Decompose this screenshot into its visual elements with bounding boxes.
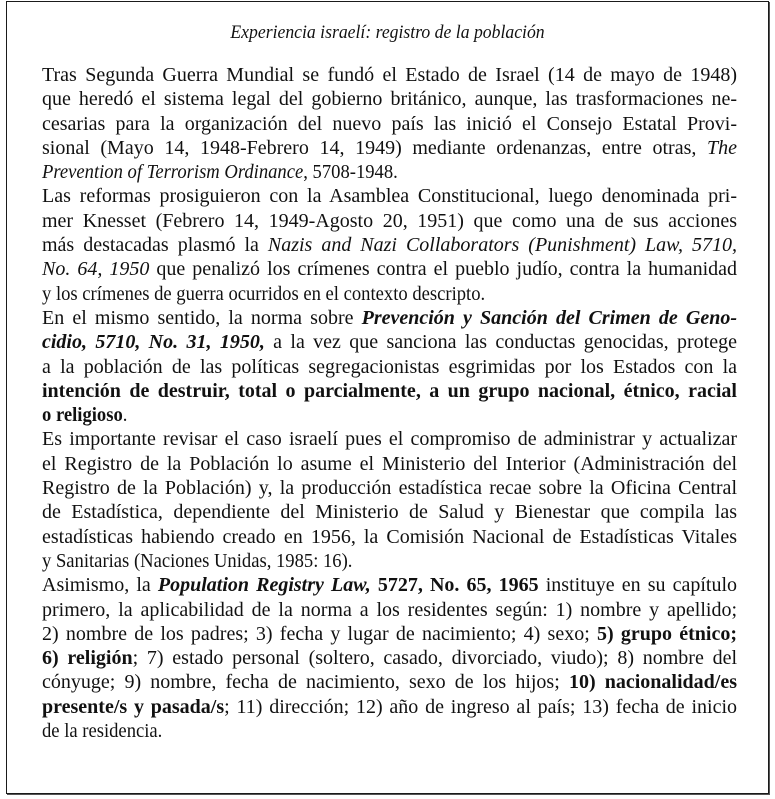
text-run: de la residencia.: [42, 720, 163, 743]
text-run: primero, la aplicabilidad de la norma a los residentes según: 1) nombre y apellido;: [42, 598, 737, 621]
text-run: Tras Segunda Guerra Mundial se fundó el Estado de Israel (14 de mayo de 1948): [42, 64, 737, 86]
text-line: [42, 306, 737, 330]
text-line-content: [42, 476, 737, 500]
text-line: [42, 646, 737, 670]
text-line: [42, 622, 737, 646]
text-line-content: [42, 695, 737, 719]
italic-text: Nazis and Nazi Collaborators (Punishment) Law, 5710,: [267, 234, 738, 257]
text-run: el Registro de la Población lo asume el Ministerio del Interior (Administración del: [42, 452, 737, 475]
text-run: sional (Mayo 14, 1948-Febrero 14, 1949) mediante ordenanzas, entre otras,: [42, 136, 707, 159]
text-line: [42, 184, 737, 208]
text-line: [42, 330, 737, 354]
bold-text: Population Registry Law,: [157, 574, 371, 597]
italic-text: The: [707, 136, 737, 159]
text-run: mer Knesset (Febrero 14, 1949-Agosto 20, 1951) que como una de sus acciones: [42, 209, 737, 232]
text-run: .: [122, 404, 128, 427]
text-line-content: [42, 427, 737, 451]
text-line: [42, 112, 737, 136]
italic-text: No. 64, 1950: [42, 258, 150, 281]
text-line: [42, 282, 737, 306]
text-line-content: [42, 233, 737, 257]
text-line-content: [42, 598, 737, 622]
text-line-content: [42, 257, 737, 281]
text-line: [42, 160, 737, 184]
text-line-content: [42, 330, 737, 354]
text-line-content: [42, 646, 737, 670]
italic-text: Prevention of Terrorism Ordinance: [42, 161, 304, 184]
text-line-content: [42, 500, 737, 524]
text-line-content: [42, 63, 737, 87]
text-line: [42, 452, 737, 476]
text-run: Asimismo, la: [42, 574, 158, 597]
text-line-content: [42, 379, 737, 403]
text-line-content: [42, 136, 737, 160]
text-line-content: [42, 622, 737, 646]
text-line: [42, 500, 737, 524]
bold-text: cidio, 5710, No. 31, 1950,: [42, 331, 265, 354]
text-run: ; 7) estado personal (soltero, casado, divorciado, viudo); 8) nombre del: [132, 647, 737, 670]
text-line-content: [42, 670, 737, 694]
text-line-content: [42, 184, 737, 208]
text-run: instituye en su capítulo: [538, 574, 737, 597]
text-run: , 5708-1948.: [303, 161, 398, 184]
text-run: estadísticas habiendo creado en 1956, la Comisión Nacional de Estadísticas Vitales: [42, 525, 737, 548]
text-run: Es importante revisar el caso israelí pues el compromiso de administrar y actualizar: [42, 428, 737, 451]
text-line: [42, 476, 737, 500]
text-run: a la población de las políticas segregacionistas esgrimidas por los Estados con la: [42, 355, 737, 378]
text-line-content: [42, 209, 737, 233]
text-line-content: [42, 573, 737, 597]
bold-text: 5727, No. 65, 1965: [370, 574, 539, 597]
text-line-content: [42, 719, 162, 743]
bold-text: 5) grupo étnico;: [596, 622, 737, 645]
text-line: [42, 525, 737, 549]
text-run: ; 11) dirección; 12) año de ingreso al país; 13) fecha de inicio: [224, 695, 737, 718]
text-line-content: [42, 160, 398, 184]
text-run: de Estadística, dependiente del Ministerio de Salud y Bienestar que compila las: [42, 501, 737, 524]
text-line: [42, 257, 737, 281]
text-line: [42, 379, 737, 403]
text-line: [42, 63, 737, 87]
text-line-content: [42, 87, 737, 111]
text-line: [42, 573, 737, 597]
text-line-content: [42, 306, 737, 330]
text-run: más destacadas plasmó la: [42, 234, 268, 257]
bold-text: presente/s y pasada/s: [42, 695, 225, 718]
bold-text: intención de destruir, total o parcialmente, a un grupo nacional, étnico, racial: [42, 379, 737, 402]
text-line-content: [42, 452, 737, 476]
document-title: Experiencia israelí: registro de la población: [230, 22, 545, 43]
text-run: 2) nombre de los padres; 3) fecha y lugar de nacimiento; 4) sexo;: [42, 622, 597, 645]
text-line-content: [42, 549, 352, 573]
text-line: [42, 427, 737, 451]
text-run: a la vez que sanciona las conductas genocidas, protege: [264, 331, 737, 354]
text-line: [42, 549, 737, 573]
bold-text: 6) religión: [42, 647, 133, 670]
text-line-content: [42, 282, 485, 306]
bold-text: 10) nacionalidad/es: [568, 671, 738, 694]
text-line: [42, 598, 737, 622]
text-line-content: [42, 525, 737, 549]
text-run: cónyuge; 9) nombre, fecha de nacimiento, sexo de los hijos;: [42, 671, 569, 694]
text-line: [42, 403, 737, 427]
text-run: que penalizó los crímenes contra el pueblo judío, contra la humanidad: [149, 258, 737, 281]
text-line: [42, 209, 737, 233]
text-run: que heredó el sistema legal del gobierno británico, aunque, las trasformaciones ne-: [42, 88, 737, 111]
text-line-content: [42, 355, 737, 379]
text-run: Las reformas prosiguieron con la Asamblea Constitucional, luego denominada pri-: [42, 185, 737, 208]
text-line: [42, 695, 737, 719]
text-line-content: [42, 403, 127, 427]
text-run: En el mismo sentido, la norma sobre: [42, 306, 362, 329]
text-line: [42, 136, 737, 160]
text-line: [42, 87, 737, 111]
text-run: Registro de la Población) y, la producción estadística recae sobre la Oficina Central: [42, 477, 737, 500]
text-run: cesarias para la organización del nuevo país las inició el Consejo Estatal Provi-: [42, 112, 737, 135]
text-line-content: [42, 112, 737, 136]
bold-text: o religioso: [42, 404, 123, 427]
bold-text: Prevención y Sanción del Crimen de Geno-: [361, 306, 737, 329]
text-line: [42, 233, 737, 257]
text-line: [42, 355, 737, 379]
text-run: y Sanitarias (Naciones Unidas, 1985: 16).: [42, 549, 353, 572]
text-run: y los crímenes de guerra ocurridos en el contexto descripto.: [42, 282, 486, 305]
document-body: [42, 63, 737, 743]
text-line: [42, 670, 737, 694]
text-line: [42, 719, 737, 743]
